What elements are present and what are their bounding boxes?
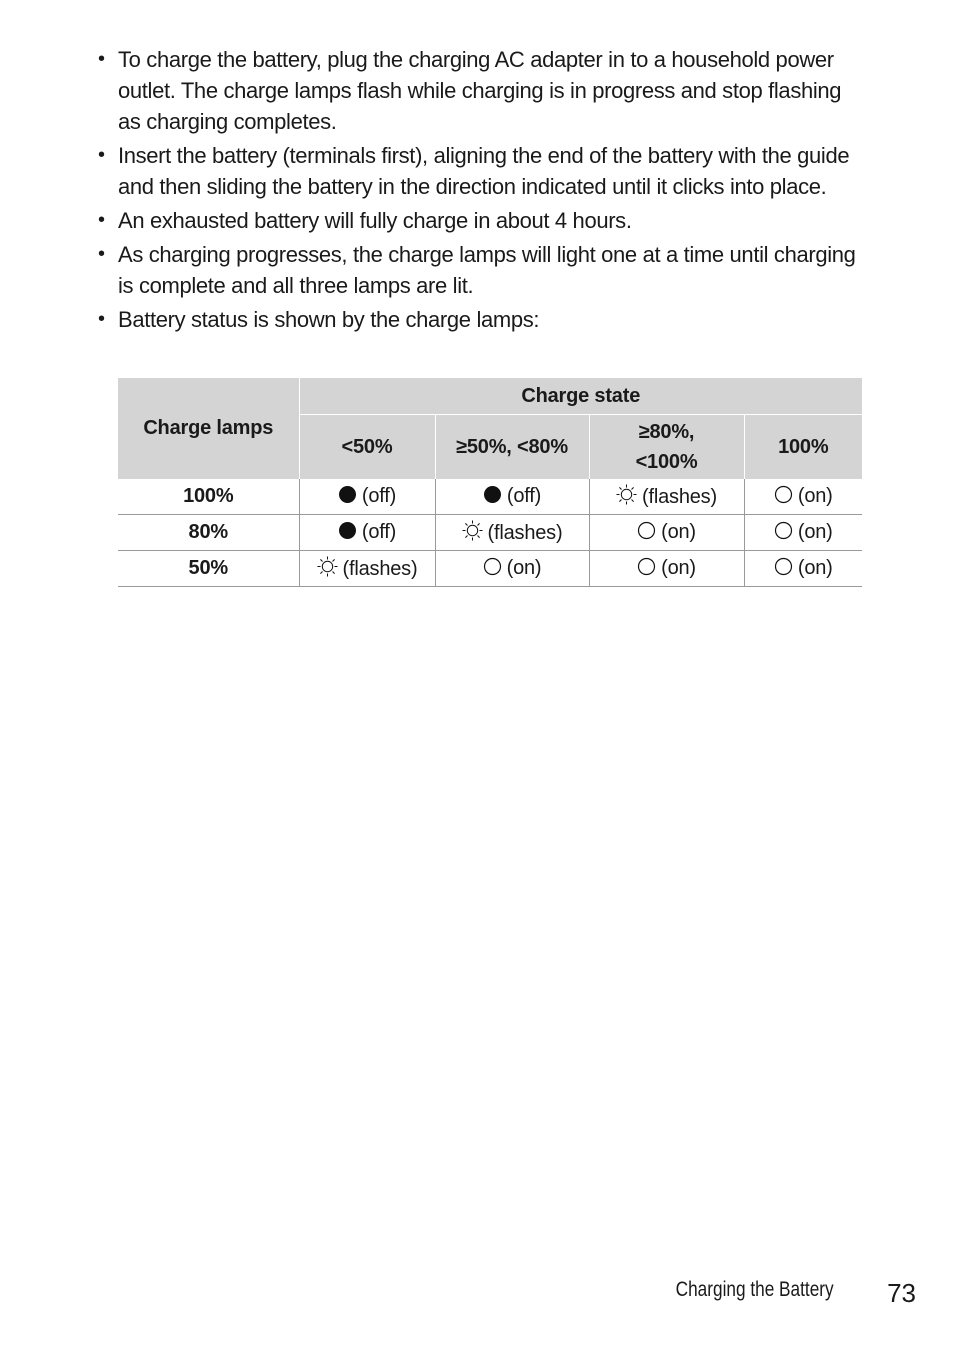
bullet-glyph: • <box>98 144 105 166</box>
column-header: ≥50%, <80% <box>435 415 589 480</box>
lamp-state-cell <box>299 479 435 515</box>
lamp-state-text: (off) <box>361 521 397 543</box>
bullet-item <box>98 44 868 137</box>
lamp-state-text: (on) <box>797 485 833 507</box>
bullet-item <box>98 140 868 202</box>
lamp-on-icon <box>774 521 793 540</box>
lamp-off-icon <box>483 485 502 504</box>
bullet-text: An exhausted battery will fully charge in about 4 hours. <box>118 208 632 233</box>
lamp-flashing-icon <box>317 556 338 577</box>
bullet-text: Insert the battery (terminals first), aligning the end of the battery with the guide and then sliding the battery in the direction indicated until it clicks into place. <box>118 143 850 199</box>
bullet-glyph: • <box>98 209 105 231</box>
row-label: 80% <box>118 515 299 551</box>
table-header-row <box>118 378 862 415</box>
bullet-text: To charge the battery, plug the charging AC adapter in to a household power outlet. The charge lamps flash while charging is in progress and stop flashing as charging completes. <box>118 47 842 134</box>
page-number: 73 <box>887 1278 916 1308</box>
column-header: <50% <box>299 415 435 480</box>
lamp-state-text: (off) <box>506 485 542 507</box>
row-label: 50% <box>118 551 299 587</box>
charge-state-header: Charge state <box>299 378 862 415</box>
bullet-item <box>98 239 868 301</box>
lamp-state-cell <box>589 515 744 551</box>
lamp-state-text: (on) <box>661 557 696 579</box>
lamp-on-icon <box>774 557 793 576</box>
lamp-on-icon <box>483 557 502 576</box>
lamp-state-cell <box>589 479 744 515</box>
lamp-state-text: (off) <box>361 485 397 507</box>
lamp-state-cell <box>435 551 589 587</box>
column-header <box>589 415 744 480</box>
table-row <box>118 515 862 551</box>
lamp-state-cell <box>435 479 589 515</box>
lamp-state-cell <box>435 515 589 551</box>
bullet-item <box>98 304 868 335</box>
bullet-glyph: • <box>98 48 105 70</box>
lamp-state-cell <box>744 515 862 551</box>
table-row <box>118 479 862 515</box>
lamp-state-cell <box>299 515 435 551</box>
lamp-state-text: (flashes) <box>642 486 717 508</box>
lamp-on-icon <box>774 485 793 504</box>
lamp-on-icon <box>637 521 656 540</box>
table-row <box>118 551 862 587</box>
lamp-state-cell <box>589 551 744 587</box>
lamp-off-icon <box>338 485 357 504</box>
bullet-glyph: • <box>98 243 105 265</box>
lamp-state-text: (flashes) <box>342 558 418 580</box>
footer-section-title: Charging the Battery <box>676 1278 834 1301</box>
charge-status-table <box>118 378 862 587</box>
bullet-text: Battery status is shown by the charge lamps: <box>118 307 540 332</box>
lamp-flashing-icon <box>616 484 637 505</box>
lamp-on-icon <box>637 557 656 576</box>
bullet-text: As charging progresses, the charge lamps will light one at a time until charging is complete and all three lamps are lit. <box>118 242 856 298</box>
lamp-state-text: (on) <box>797 557 833 579</box>
lamp-state-text: (on) <box>506 557 542 579</box>
lamp-off-icon <box>338 521 357 540</box>
lamp-state-cell <box>744 551 862 587</box>
lamp-state-cell <box>744 479 862 515</box>
lamp-state-text: (on) <box>797 521 833 543</box>
bullet-glyph: • <box>98 308 105 330</box>
lamp-flashing-icon <box>462 520 483 541</box>
column-header: 100% <box>744 415 862 480</box>
column-header-text: ≥80%, <100% <box>635 421 698 473</box>
bullet-list <box>98 44 868 338</box>
bullet-item <box>98 205 868 236</box>
lamp-state-cell <box>299 551 435 587</box>
charge-lamps-header: Charge lamps <box>118 378 299 479</box>
row-label: 100% <box>118 479 299 515</box>
lamp-state-text: (flashes) <box>487 522 563 544</box>
lamp-state-text: (on) <box>661 521 696 543</box>
